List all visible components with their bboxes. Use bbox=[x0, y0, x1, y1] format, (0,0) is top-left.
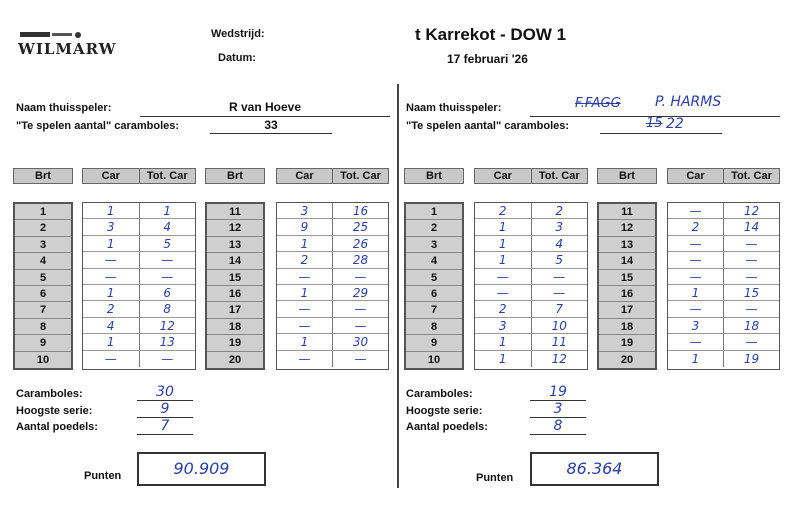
turn-number: 20 bbox=[620, 353, 634, 366]
car-cell: 3 bbox=[498, 318, 507, 333]
score-row bbox=[83, 252, 195, 268]
score-row bbox=[668, 203, 779, 219]
turn-number: 4 bbox=[406, 253, 462, 269]
car-cell: 1 bbox=[300, 236, 309, 251]
tot-car-cell: — bbox=[723, 301, 779, 316]
car-cell: 1 bbox=[498, 220, 507, 235]
logo-text: WILMARW bbox=[18, 40, 117, 58]
turn-number: 16 bbox=[599, 286, 655, 302]
left-name-line bbox=[140, 116, 390, 117]
right-te-spelen-label: "Te spelen aantal" caramboles: bbox=[406, 120, 570, 132]
turn-number: 9 bbox=[15, 335, 71, 351]
match-title: t Karrekot - DOW 1 bbox=[415, 25, 567, 44]
score-row bbox=[475, 252, 587, 268]
tot-car-cell: 2 bbox=[531, 203, 588, 218]
left-poedels-value: 7 bbox=[160, 418, 170, 434]
turn-number: 6 bbox=[406, 286, 462, 302]
turn-number: 7 bbox=[406, 302, 462, 318]
tot-car-cell: — bbox=[139, 269, 196, 284]
left-caramboles-line bbox=[137, 400, 193, 401]
car-cell: 1 bbox=[106, 236, 115, 251]
tot-car-cell: 8 bbox=[139, 301, 196, 316]
datum-label: Datum: bbox=[218, 52, 256, 64]
car-cell: 1 bbox=[498, 335, 507, 350]
score-row bbox=[277, 334, 388, 350]
right-poedels-line bbox=[530, 434, 586, 435]
turn-number: 15 bbox=[599, 270, 655, 286]
left-caramboles-label: Caramboles: bbox=[16, 388, 83, 400]
turn-number: 7 bbox=[15, 302, 71, 318]
score-row bbox=[475, 301, 587, 317]
right-car-header-a bbox=[474, 168, 588, 184]
car-cell: — bbox=[298, 302, 311, 317]
turn-number: 13 bbox=[207, 237, 263, 253]
tot-car-cell: 10 bbox=[531, 318, 588, 333]
score-row bbox=[83, 318, 195, 334]
turn-number: 3 bbox=[406, 237, 462, 253]
turn-number: 18 bbox=[599, 319, 655, 335]
right-car-header-b bbox=[667, 168, 780, 184]
turn-number: 1 bbox=[15, 204, 71, 220]
right-brt-header-a: Brt bbox=[404, 168, 464, 184]
turn-number: 19 bbox=[599, 335, 655, 351]
score-row bbox=[475, 203, 587, 219]
score-row bbox=[475, 334, 587, 350]
right-punten-label: Punten bbox=[476, 472, 514, 484]
car-cell: 2 bbox=[106, 302, 115, 317]
car-cell: — bbox=[689, 269, 702, 284]
turn-number: 3 bbox=[15, 237, 71, 253]
turn-number: 16 bbox=[207, 286, 263, 302]
right-brt-column-b bbox=[597, 202, 657, 370]
score-row bbox=[277, 285, 388, 301]
tot-car-cell: — bbox=[332, 269, 388, 284]
score-row bbox=[668, 219, 779, 235]
score-row bbox=[475, 269, 587, 285]
score-row bbox=[475, 285, 587, 301]
turn-number: 12 bbox=[207, 220, 263, 236]
left-car-header-b bbox=[276, 168, 389, 184]
tot-car-cell: — bbox=[332, 301, 388, 316]
tot-car-cell: — bbox=[723, 334, 779, 349]
tot-car-header: Tot. Car bbox=[139, 169, 196, 183]
car-cell: — bbox=[104, 351, 117, 366]
tot-car-cell: 11 bbox=[531, 334, 588, 349]
tot-car-cell: 26 bbox=[332, 236, 388, 251]
left-brt-column-a bbox=[13, 202, 73, 370]
turn-number: 8 bbox=[406, 319, 462, 335]
right-punten-box bbox=[530, 452, 659, 486]
turn-number: 14 bbox=[207, 253, 263, 269]
score-row bbox=[668, 236, 779, 252]
car-cell: 2 bbox=[498, 204, 507, 218]
left-car-header-a bbox=[82, 168, 196, 184]
score-row bbox=[475, 351, 587, 367]
tot-car-cell: 5 bbox=[531, 252, 588, 267]
left-brt-header-a: Brt bbox=[13, 168, 73, 184]
car-cell: — bbox=[689, 236, 702, 251]
right-brt-column-a bbox=[404, 202, 464, 370]
turn-number: 10 bbox=[427, 353, 441, 366]
car-header: Car bbox=[493, 170, 512, 182]
left-hoogste-serie-label: Hoogste serie: bbox=[16, 405, 93, 417]
right-poedels-label: Aantal poedels: bbox=[406, 421, 488, 433]
right-caramboles-value: 19 bbox=[549, 384, 567, 400]
score-row bbox=[83, 219, 195, 235]
car-cell: 1 bbox=[300, 285, 309, 300]
right-hoogste-serie-value: 3 bbox=[553, 401, 563, 417]
tot-car-cell: 14 bbox=[723, 219, 779, 234]
tot-car-cell: 12 bbox=[139, 318, 196, 333]
turn-number: 17 bbox=[207, 302, 263, 318]
car-header: Car bbox=[686, 170, 705, 182]
car-header: Car bbox=[295, 170, 314, 182]
left-caramboles-value: 30 bbox=[156, 384, 174, 400]
left-punten-value: 90.909 bbox=[173, 459, 230, 478]
score-row bbox=[277, 219, 388, 235]
score-row bbox=[475, 236, 587, 252]
car-cell: 1 bbox=[691, 285, 700, 300]
left-poedels-label: Aantal poedels: bbox=[16, 421, 98, 433]
score-row bbox=[83, 301, 195, 317]
car-cell: 1 bbox=[691, 351, 700, 366]
score-row bbox=[277, 236, 388, 252]
right-hoogste-serie-label: Hoogste serie: bbox=[406, 405, 483, 417]
left-hoogste-line bbox=[137, 417, 193, 418]
turn-number: 5 bbox=[406, 270, 462, 286]
turn-number: 10 bbox=[36, 353, 50, 366]
left-score-grid-a bbox=[82, 202, 196, 370]
tot-car-cell: 4 bbox=[139, 219, 196, 234]
half-divider bbox=[397, 84, 399, 488]
car-cell: — bbox=[104, 269, 117, 284]
score-row bbox=[277, 252, 388, 268]
turn-number: 11 bbox=[207, 204, 263, 220]
left-poedels-line bbox=[137, 434, 193, 435]
tot-car-cell: 28 bbox=[332, 252, 388, 267]
car-cell: — bbox=[689, 335, 702, 350]
left-punten-box bbox=[137, 452, 266, 486]
right-player-name: P. HARMS bbox=[655, 94, 722, 110]
turn-number: 12 bbox=[599, 220, 655, 236]
billiard-icon bbox=[20, 30, 90, 40]
turn-number: 8 bbox=[15, 319, 71, 335]
right-brt-header-b: Brt bbox=[597, 168, 657, 184]
tot-car-cell: 7 bbox=[531, 301, 588, 316]
score-row bbox=[668, 318, 779, 334]
right-score-grid-a bbox=[474, 202, 588, 370]
tot-car-cell: 4 bbox=[531, 236, 588, 251]
turn-number: 2 bbox=[15, 220, 71, 236]
tot-car-cell: — bbox=[332, 351, 388, 367]
car-cell: 2 bbox=[498, 302, 507, 317]
match-date: 17 februari '26 bbox=[447, 52, 528, 66]
car-cell: — bbox=[298, 269, 311, 284]
score-row bbox=[83, 203, 195, 219]
car-cell: 1 bbox=[498, 351, 507, 366]
car-cell: — bbox=[689, 302, 702, 317]
right-struck-target: 15 bbox=[646, 116, 663, 131]
tot-car-cell: 30 bbox=[332, 334, 388, 349]
tot-car-cell: 18 bbox=[723, 318, 779, 333]
tot-car-header: Tot. Car bbox=[531, 169, 588, 183]
wilmarw-logo bbox=[18, 30, 143, 58]
turn-number: 20 bbox=[228, 353, 242, 366]
turn-number: 5 bbox=[15, 270, 71, 286]
tot-car-cell: 13 bbox=[139, 334, 196, 349]
tot-car-header: Tot. Car bbox=[723, 169, 779, 183]
right-score-grid-b bbox=[667, 202, 780, 370]
score-row bbox=[475, 318, 587, 334]
tot-car-cell: — bbox=[723, 269, 779, 284]
turn-number: 11 bbox=[599, 204, 655, 220]
right-caramboles-label: Caramboles: bbox=[406, 388, 473, 400]
car-cell: 1 bbox=[300, 335, 309, 350]
tot-car-cell: 16 bbox=[332, 203, 388, 218]
score-row bbox=[668, 285, 779, 301]
turn-number: 2 bbox=[406, 220, 462, 236]
turn-number: 1 bbox=[406, 204, 462, 220]
score-row bbox=[83, 285, 195, 301]
car-cell: 9 bbox=[300, 220, 309, 235]
tot-car-cell: — bbox=[139, 351, 196, 367]
car-cell: 2 bbox=[691, 220, 700, 235]
car-cell: — bbox=[104, 253, 117, 268]
tot-car-cell: — bbox=[531, 269, 588, 284]
tot-car-cell: 5 bbox=[139, 236, 196, 251]
turn-number: 13 bbox=[599, 237, 655, 253]
left-hoogste-serie-value: 9 bbox=[160, 401, 170, 417]
turn-number: 18 bbox=[207, 319, 263, 335]
turn-number: 4 bbox=[15, 253, 71, 269]
tot-car-cell: — bbox=[332, 318, 388, 333]
left-target: 33 bbox=[264, 118, 278, 132]
turn-number: 15 bbox=[207, 270, 263, 286]
tot-car-cell: — bbox=[723, 252, 779, 267]
right-hoogste-line bbox=[530, 417, 586, 418]
car-cell: — bbox=[496, 285, 509, 300]
tot-car-cell: — bbox=[139, 252, 196, 267]
car-cell: — bbox=[496, 269, 509, 284]
turn-number: 17 bbox=[599, 302, 655, 318]
right-target-line bbox=[600, 133, 722, 134]
car-cell: 3 bbox=[106, 220, 115, 235]
tot-car-header: Tot. Car bbox=[332, 169, 388, 183]
car-cell: 2 bbox=[300, 253, 309, 268]
car-cell: — bbox=[298, 318, 311, 333]
score-row bbox=[277, 318, 388, 334]
tot-car-cell: 15 bbox=[723, 285, 779, 300]
car-cell: 1 bbox=[106, 335, 115, 350]
car-cell: — bbox=[298, 351, 311, 366]
score-row bbox=[83, 334, 195, 350]
car-cell: 3 bbox=[691, 318, 700, 333]
score-row bbox=[83, 351, 195, 367]
right-caramboles-line bbox=[530, 400, 586, 401]
left-naam-label: Naam thuisspeler: bbox=[16, 102, 112, 114]
score-row bbox=[668, 334, 779, 350]
score-row bbox=[668, 252, 779, 268]
tot-car-cell: 12 bbox=[531, 351, 588, 367]
left-punten-label: Punten bbox=[84, 470, 122, 482]
tot-car-cell: 29 bbox=[332, 285, 388, 300]
turn-number: 14 bbox=[599, 253, 655, 269]
right-poedels-value: 8 bbox=[553, 418, 563, 434]
tot-car-cell: 1 bbox=[139, 203, 196, 218]
left-te-spelen-label: "Te spelen aantal" caramboles: bbox=[16, 120, 180, 132]
tot-car-cell: — bbox=[723, 236, 779, 251]
car-cell: 1 bbox=[498, 236, 507, 251]
right-punten-value: 86.364 bbox=[566, 459, 623, 478]
score-row bbox=[277, 351, 388, 367]
right-naam-label: Naam thuisspeler: bbox=[406, 102, 502, 114]
tot-car-cell: — bbox=[531, 285, 588, 300]
score-row bbox=[475, 219, 587, 235]
left-target-line bbox=[210, 133, 332, 134]
tot-car-cell: 3 bbox=[531, 219, 588, 234]
turn-number: 9 bbox=[406, 335, 462, 351]
score-row bbox=[668, 301, 779, 317]
wedstrijd-label: Wedstrijd: bbox=[211, 28, 265, 40]
score-row bbox=[277, 269, 388, 285]
score-row bbox=[668, 351, 779, 367]
car-cell: 3 bbox=[300, 204, 309, 218]
right-struck-name: F.FAGG bbox=[575, 96, 621, 111]
car-header: Car bbox=[101, 170, 120, 182]
car-cell: — bbox=[689, 253, 702, 268]
tot-car-cell: 25 bbox=[332, 219, 388, 234]
turn-number: 6 bbox=[15, 286, 71, 302]
tot-car-cell: 6 bbox=[139, 285, 196, 300]
left-brt-column-b bbox=[205, 202, 265, 370]
car-cell: — bbox=[689, 204, 702, 218]
tot-car-cell: 12 bbox=[723, 203, 779, 218]
car-cell: 1 bbox=[498, 253, 507, 268]
car-cell: 1 bbox=[106, 285, 115, 300]
tot-car-cell: 19 bbox=[723, 351, 779, 367]
car-cell: 4 bbox=[106, 318, 115, 333]
left-player-name: R van Hoeve bbox=[228, 100, 302, 114]
score-row bbox=[83, 269, 195, 285]
score-row bbox=[277, 203, 388, 219]
car-cell: 1 bbox=[106, 204, 115, 218]
score-row bbox=[277, 301, 388, 317]
left-brt-header-b: Brt bbox=[205, 168, 265, 184]
score-row bbox=[668, 269, 779, 285]
turn-number: 19 bbox=[207, 335, 263, 351]
right-target: 22 bbox=[666, 116, 684, 132]
score-row bbox=[83, 236, 195, 252]
left-score-grid-b bbox=[276, 202, 389, 370]
